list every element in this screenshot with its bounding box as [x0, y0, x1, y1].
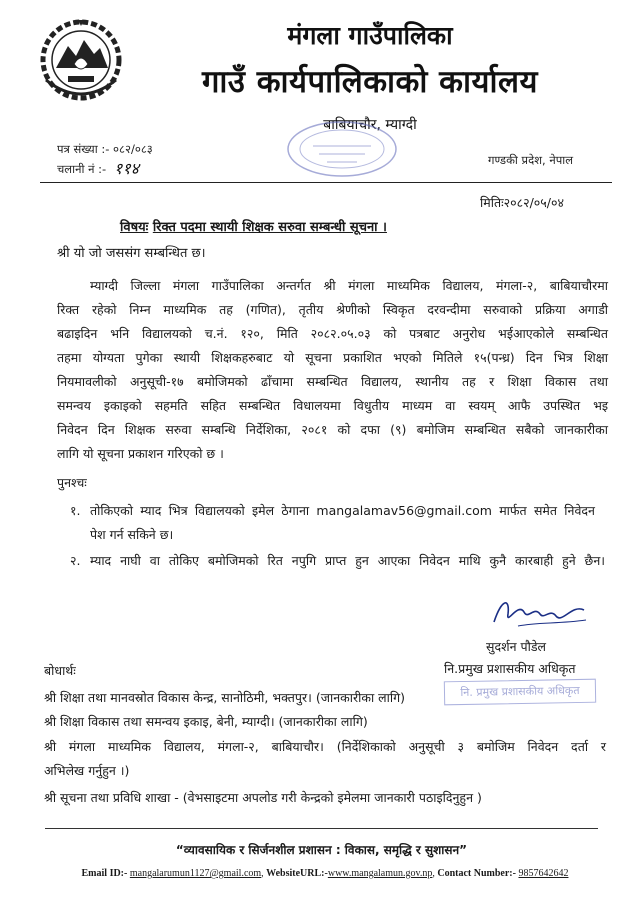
body-line: लागि यो सूचना प्रकाशन गरिएको छ । — [57, 446, 224, 461]
letter-number: पत्र संख्या :- ०८२/०८३ — [57, 142, 153, 156]
office-stamp-icon — [283, 118, 401, 180]
body-line: नियमावलीको अनुसूची-१७ बमोजिमको ढाँचामा सम्बन्धित विद्यालय, स्थानीय तह र शिक्षा विकास तथा — [57, 374, 608, 389]
body-line: तहमा योग्यता पुगेका स्थायी शिक्षकहरुबाट यो सूचना प्रकाशित भएको मितिले १५(पन्ध्र) दिन भित्र शिक्षा — [57, 350, 608, 365]
contact-label: Contact Number:- — [437, 868, 516, 879]
cc-recipient-continued: अभिलेख गर्नुहुन ।) — [44, 763, 130, 778]
body-line: निवेदन दिन शिक्षक सरुवा सम्बन्धि निर्देशिका, २०८१ को दफा (९) बमोजिम सम्बन्धित सबैको जानकारीका — [57, 422, 608, 437]
cc-recipient: श्री सूचना तथा प्रविधि शाखा - (वेभसाइटमा अपलोड गरी केन्द्रको इमेलमा जानकारी पठाइदिनुहुन ) — [44, 790, 482, 805]
footer-contact: Email ID:- mangalarumun1127@gmail.com, WebsiteURL:-www.mangalamun.gov.np, Contact Number:- 9857642642 — [81, 868, 569, 879]
dispatch-number: ११४ — [114, 159, 139, 178]
website-link[interactable]: www.mangalamun.gov.np — [327, 868, 433, 879]
issue-date: मितिः२०८२/०५/०४ — [480, 195, 565, 210]
postscript-item: म्याद नाघी वा तोकिए बमोजिमको रित नपुगि प्राप्त हुन आएका निवेदन माथि कुनै कारबाही हुने छैन। — [90, 553, 605, 568]
cc-label: बोधार्थः — [44, 663, 76, 678]
footer-motto: “व्यावसायिक र सिर्जनशील प्रशासन : विकास, समृद्धि र सुशासन” — [175, 843, 468, 857]
footer-divider — [45, 828, 598, 829]
subject-text: रिक्त पदमा स्थायी शिक्षक सरुवा सम्बन्धी सूचना । — [152, 220, 387, 235]
signatory-name: सुदर्शन पौडेल — [486, 639, 546, 654]
email-label: Email ID:- — [81, 868, 128, 879]
website-label: WebsiteURL:- — [266, 868, 328, 879]
cc-recipient: श्री मंगला माध्यमिक विद्यालय, मंगला-२, बाबियाचौर। (निर्देशिकाको अनुसूची ३ बमोजिम निवेदन दर्ता र — [44, 739, 606, 754]
subject-line — [120, 217, 387, 235]
email-link[interactable]: mangalarumun1127@gmail.com — [129, 868, 262, 879]
cc-recipient: श्री शिक्षा तथा मानवस्रोत विकास केन्द्र, सानोठिमी, भक्तपुर। (जानकारीका लागि) — [44, 690, 406, 705]
designation-stamp: नि. प्रमुख प्रशासकीय अधिकृत — [444, 679, 596, 706]
dispatch-label: चलानी नं :- — [57, 162, 107, 176]
postscript-item-continued: पेश गर्न सकिने छ। — [90, 527, 174, 542]
contact-number[interactable]: 9857642642 — [518, 868, 569, 879]
subject-prefix: विषयः — [120, 220, 149, 235]
signatory-title: नि.प्रमुख प्रशासकीय अधिकृत — [444, 661, 576, 676]
postscript-number: २. — [70, 553, 81, 568]
cc-recipient: श्री शिक्षा विकास तथा समन्वय इकाइ, बेनी, म्याग्दी। (जानकारीका लागि) — [44, 714, 368, 729]
salutation: श्री यो जो जससंग सम्बन्धित छ। — [57, 246, 206, 261]
municipality-name: मंगला गाउँपालिका — [287, 21, 453, 50]
postscript-item: तोकिएको म्याद भित्र विद्यालयको इमेल ठेगाना mangalamav56@gmail.com मार्फत समेत निवेदन — [90, 503, 595, 518]
body-line: रिक्त रहेको निम्न माध्यमिक तह (गणित), तृतीय श्रेणीको स्विकृत दरवन्दीमा सरुवाको प्रक्रिया अगाडी — [57, 302, 608, 317]
body-line: म्याग्दी जिल्ला मंगला गाउँपालिका अन्तर्गत श्री मंगला माध्यमिक विद्यालय, मंगला-२, बाबियाचौरमा — [90, 278, 608, 293]
signature-icon — [488, 592, 593, 636]
office-title: गाउँ कार्यपालिकाको कार्यालय — [201, 64, 539, 100]
nepal-emblem-icon — [38, 16, 124, 104]
postscript-number: १. — [70, 503, 81, 518]
postscript-label: पुनश्चः — [57, 475, 87, 490]
office-address: बाबियाचौर, म्याग्दी — [323, 117, 417, 133]
header-divider — [40, 182, 612, 183]
body-line: समन्वय इकाइको सहमति सहित सम्बन्धित विधालयमा विधुतीय माध्यम वा स्वयम् आफै उपस्थित भइ — [57, 398, 608, 413]
province-name: गण्डकी प्रदेश, नेपाल — [488, 153, 574, 167]
body-line: बढाइदिन भनि विद्यालयको च.नं. १२०, मिति २०८२.०५.०३ को पत्रबाट अनुरोध भईआएकोले सम्बन्धित — [57, 326, 608, 341]
